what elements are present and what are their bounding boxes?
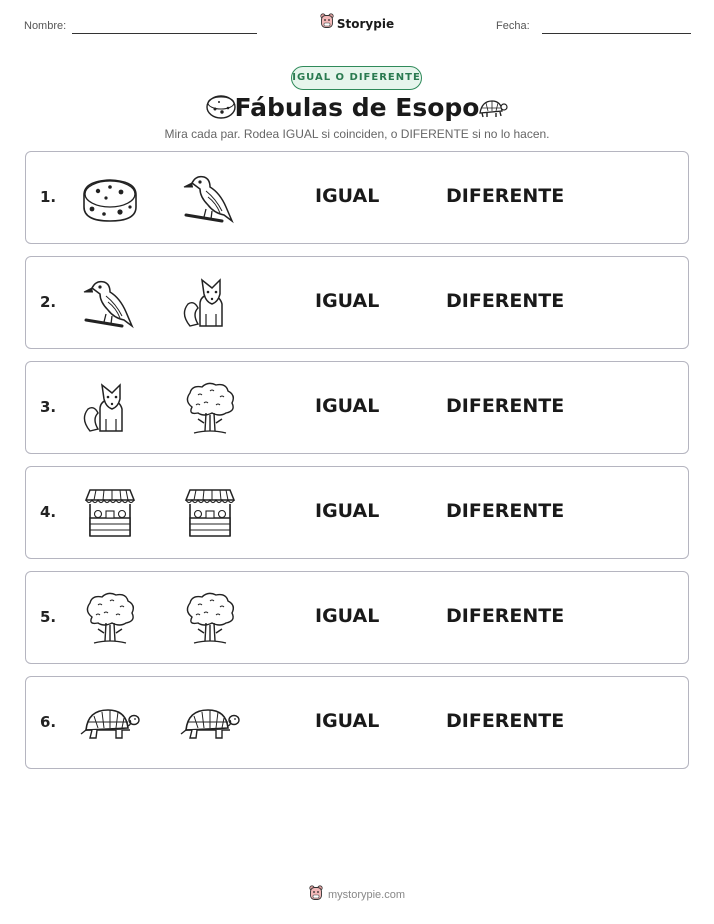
storypie-mascot-icon — [320, 13, 334, 34]
fox-icon — [80, 379, 140, 437]
row-number: 4. — [40, 503, 57, 521]
tortoise-icon — [476, 97, 508, 124]
option-diferente[interactable]: DIFERENTE — [446, 290, 565, 312]
tortoise-icon — [80, 694, 140, 752]
footer — [0, 885, 714, 906]
option-igual[interactable]: IGUAL — [315, 395, 380, 417]
option-diferente[interactable]: DIFERENTE — [446, 500, 565, 522]
question-row-5 — [25, 571, 689, 664]
market-stall-icon — [80, 484, 140, 542]
question-row-3 — [25, 361, 689, 454]
option-igual[interactable]: IGUAL — [315, 605, 380, 627]
option-igual[interactable]: IGUAL — [315, 185, 380, 207]
brand — [0, 13, 714, 34]
question-row-1 — [25, 151, 689, 244]
crow-icon — [80, 274, 140, 332]
option-diferente[interactable]: DIFERENTE — [446, 605, 565, 627]
row-number: 6. — [40, 713, 57, 731]
option-igual[interactable]: IGUAL — [315, 290, 380, 312]
question-row-4 — [25, 466, 689, 559]
row-number: 1. — [40, 188, 57, 206]
option-diferente[interactable]: DIFERENTE — [446, 395, 565, 417]
date-label: Fecha: — [496, 20, 530, 32]
row-number: 2. — [40, 293, 57, 311]
brand-name: Storypie — [336, 16, 395, 31]
question-row-6 — [25, 676, 689, 769]
activity-badge: IGUAL O DIFERENTE — [291, 66, 422, 90]
cheese-icon — [80, 169, 140, 227]
row-number: 5. — [40, 608, 57, 626]
option-igual[interactable]: IGUAL — [315, 500, 380, 522]
date-line[interactable] — [542, 33, 691, 34]
instructions: Mira cada par. Rodea IGUAL si coinciden, o DIFERENTE si no lo hacen. — [164, 127, 550, 141]
option-diferente[interactable]: DIFERENTE — [446, 185, 565, 207]
tree-icon — [180, 379, 240, 437]
tree-icon — [180, 589, 240, 647]
crow-icon — [180, 169, 240, 227]
name-label: Nombre: — [24, 20, 67, 32]
footer-site[interactable]: mystorypie.com — [327, 888, 406, 901]
fox-icon — [180, 274, 240, 332]
tortoise-icon — [180, 694, 240, 752]
row-number: 3. — [40, 398, 57, 416]
option-diferente[interactable]: DIFERENTE — [446, 710, 565, 732]
tree-icon — [80, 589, 140, 647]
page-title: Fábulas de Esopo — [234, 93, 480, 122]
market-stall-icon — [180, 484, 240, 542]
option-igual[interactable]: IGUAL — [315, 710, 380, 732]
storypie-mascot-icon — [309, 885, 323, 904]
question-row-2 — [25, 256, 689, 349]
